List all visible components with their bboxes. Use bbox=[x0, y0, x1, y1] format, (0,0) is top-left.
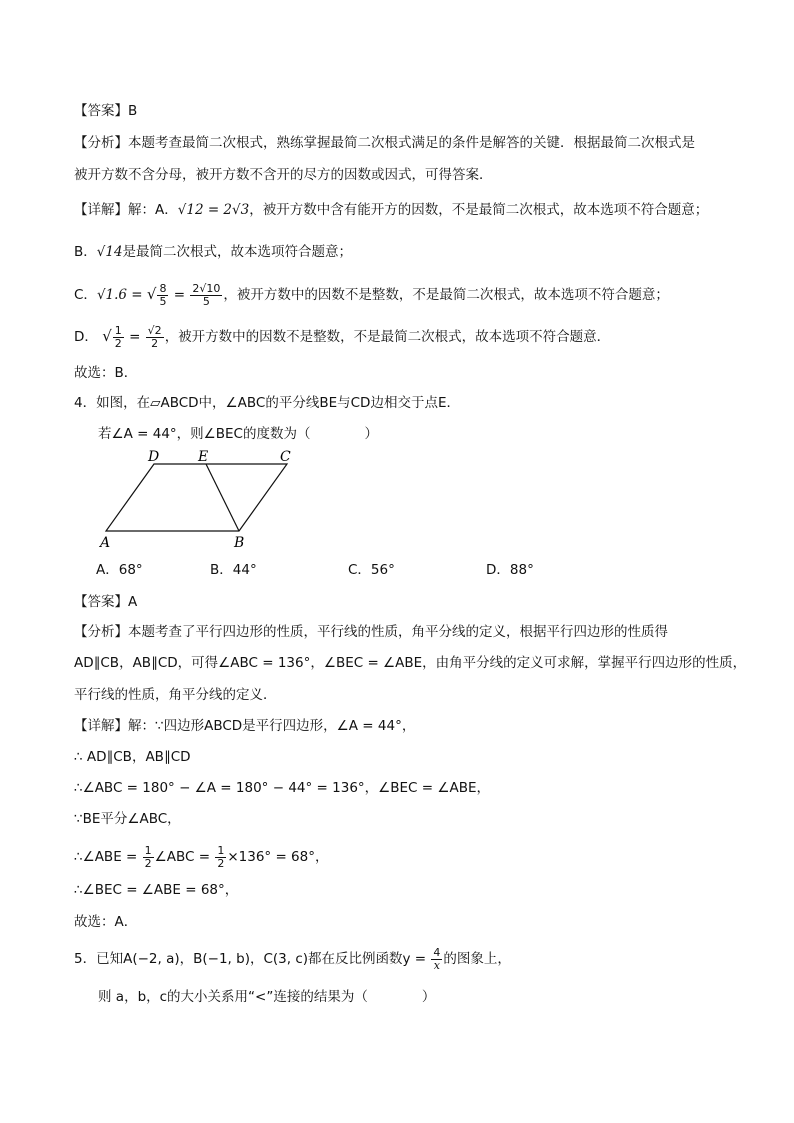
parallelogram-figure bbox=[96, 448, 306, 552]
q5-stem-line1: 5．已知A(−2, a)，B(−1, b)，C(3, c)都在反比例函数y = $\frac{4}{x}$ 的图象上， bbox=[74, 945, 511, 972]
q3-d-sqrt-frac: √ $\frac{1}{2}$ bbox=[102, 323, 122, 350]
q3-d-label: D． bbox=[74, 329, 98, 345]
q5-stem-line2: 则 a，b，c的大小关系用“<”连接的结果为（ ） bbox=[98, 989, 436, 1005]
q3-c-label: C． bbox=[74, 287, 97, 303]
q3-c-expr: √1.6 = bbox=[96, 287, 143, 303]
q3-b-label: B． bbox=[74, 244, 97, 260]
q3-conclusion: 故选：B． bbox=[74, 365, 138, 381]
q3-detail-b bbox=[74, 243, 352, 261]
label-a: A bbox=[100, 535, 111, 551]
q3-b-text: 是最简二次根式，故本选项符合题意； bbox=[122, 244, 353, 260]
q4-analysis-line2: AD∥CB，AB∥CD，可得∠ABC = 136°，∠BEC = ∠ABE，由角平分线的定义可求解，掌握平行四边形的性质， bbox=[74, 655, 747, 671]
q3-b-expr: √14 bbox=[96, 244, 123, 260]
label-d: D bbox=[148, 449, 160, 465]
q4-detail-line1: 【详解】解：∵四边形ABCD是平行四边形，∠A = 44°， bbox=[74, 718, 416, 734]
q4-analysis-line1: 【分析】本题考查了平行四边形的性质，平行线的性质，角平分线的定义，根据平行四边形的性质得 bbox=[74, 624, 668, 640]
q4-stem-line1: 4．如图，在▱ABCD中，∠ABC的平分线BE与CD边相交于点E． bbox=[74, 395, 460, 411]
q4-detail-line6: ∴∠BEC = ∠ABE = 68°， bbox=[74, 882, 239, 898]
q4-conclusion: 故选：A． bbox=[74, 914, 138, 930]
frac-one-half: $\frac{1}{2}$ bbox=[144, 843, 152, 870]
q5-fraction: $\frac{4}{x}$ bbox=[433, 945, 441, 972]
q4-option-b: B．44° bbox=[210, 562, 257, 578]
q3-detail-a-expr: √12 = 2√3 bbox=[177, 202, 250, 218]
q3-detail-c: C．√1.6 = √ $\frac{8}{5}$ = $\frac{2√10}{5}$ ，被开方数中的因数不是整数，不是最简二次根式，故本选项不符合题意； bbox=[74, 278, 669, 311]
q3-analysis-line1: 【分析】本题考查最简二次根式，熟练掌握最简二次根式满足的条件是解答的关键．根据最简二次根式是 bbox=[74, 135, 695, 151]
q4-option-a: A．68° bbox=[96, 562, 143, 578]
q4-detail-line3: ∴∠ABC = 180° − ∠A = 180° − 44° = 136°，∠BEC = ∠ABE， bbox=[74, 780, 491, 796]
q4-stem-line2: 若∠A = 44°，则∠BEC的度数为（ ） bbox=[98, 426, 378, 442]
parallelogram-abcd bbox=[106, 464, 287, 531]
label-c: C bbox=[280, 449, 291, 465]
q4-answer: 【答案】A bbox=[74, 594, 138, 610]
q3-detail-a bbox=[74, 201, 708, 219]
q4-detail-line5: ∴∠ABE = $\frac{1}{2}$ ∠ABC = $\frac{1}{2}$ ×136° = 68°， bbox=[74, 843, 329, 870]
q3-c-sqrt-frac: √ $\frac{8}{5}$ bbox=[146, 281, 167, 308]
q4-analysis-line3: 平行线的性质，角平分线的定义． bbox=[74, 687, 277, 703]
segment-be bbox=[206, 464, 239, 531]
q3-c-result-frac: $\frac{2√10}{5}$ bbox=[192, 281, 221, 308]
q3-answer: 【答案】B bbox=[74, 103, 138, 119]
q3-analysis-line2: 被开方数不含分母，被开方数不含开的尽方的因数或因式，可得答案． bbox=[74, 167, 493, 183]
q3-detail-d: D． √ $\frac{1}{2}$ = $\frac{√2}{2}$ ，被开方数中的因数不是整数，不是最简二次根式，故本选项不符合题意． bbox=[74, 320, 610, 353]
label-e: E bbox=[198, 449, 209, 465]
q4-option-c: C．56° bbox=[348, 562, 395, 578]
q3-c-text: ，被开方数中的因数不是整数，不是最简二次根式，故本选项不符合题意； bbox=[223, 287, 669, 303]
frac-one-half: $\frac{1}{2}$ bbox=[217, 843, 225, 870]
q3-detail-label: 【详解】解：A． bbox=[74, 202, 178, 218]
label-b: B bbox=[234, 535, 245, 551]
q4-option-d: D．88° bbox=[486, 562, 534, 578]
q3-detail-a-text: ，被开方数中含有能开方的因数，不是最简二次根式，故本选项不符合题意； bbox=[249, 202, 709, 218]
q3-d-text: ，被开方数中的因数不是整数，不是最简二次根式，故本选项不符合题意． bbox=[164, 329, 611, 345]
q4-detail-line4: ∵BE平分∠ABC， bbox=[74, 811, 181, 827]
q3-d-result-frac: $\frac{√2}{2}$ bbox=[147, 323, 162, 350]
q4-detail-line2: ∴ AD∥CB，AB∥CD bbox=[74, 749, 191, 765]
